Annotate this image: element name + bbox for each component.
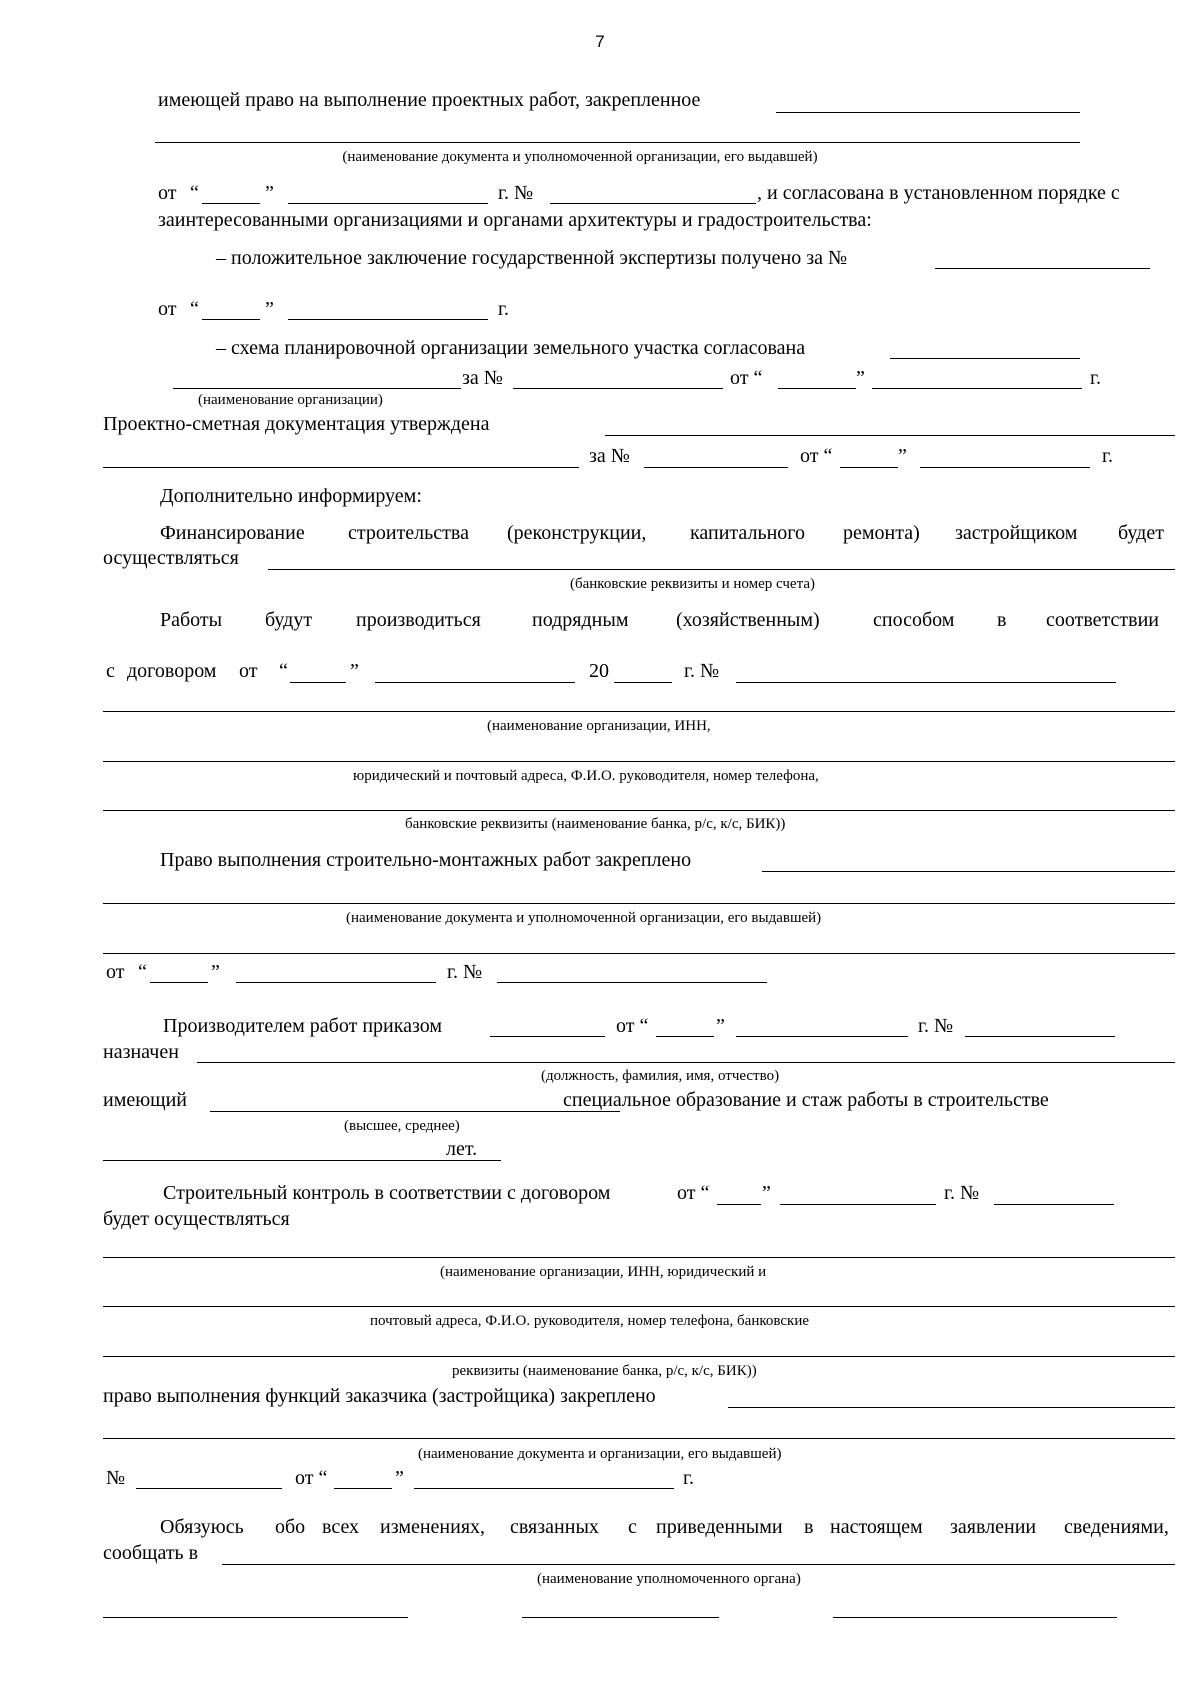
- customer-document-caption: (наименование документа и организации, его выдавшей): [418, 1446, 782, 1462]
- financing-label: осуществляться: [103, 547, 239, 569]
- expertise-day-field[interactable]: [202, 319, 260, 320]
- obligation-word: изменениях,: [380, 1516, 486, 1538]
- year-label: г.: [1102, 445, 1113, 467]
- works-word: способом: [873, 609, 955, 631]
- customer-day-field[interactable]: [334, 1488, 392, 1489]
- customer-date-label: от “: [295, 1467, 328, 1489]
- organization-name-caption: (наименование организации): [198, 392, 383, 408]
- quote-close: ”: [716, 1015, 725, 1037]
- customer-number-label: №: [106, 1467, 126, 1489]
- contract-date-label: от: [239, 660, 258, 682]
- financing-word: ремонта): [843, 522, 920, 544]
- customer-month-field[interactable]: [414, 1488, 674, 1489]
- control-date-label: от “: [677, 1182, 710, 1204]
- estimate-date-label: от “: [800, 445, 833, 467]
- design-document-field[interactable]: [155, 142, 1080, 143]
- page-number: 7: [595, 32, 605, 51]
- obligation-word: настоящем: [830, 1516, 923, 1538]
- customer-rights-label: право выполнения функций заказчика (застройщика) закреплено: [103, 1385, 656, 1407]
- works-word: в: [997, 609, 1007, 631]
- contract-year-field[interactable]: [614, 682, 672, 683]
- estimate-month-field[interactable]: [920, 467, 1090, 468]
- design-rights-label: имеющей право на выполнение проектных работ, закрепленное: [158, 89, 701, 111]
- estimate-organization-field[interactable]: [103, 467, 579, 468]
- expertise-month-field[interactable]: [288, 319, 488, 320]
- month-field[interactable]: [288, 203, 488, 204]
- obligation-word: приведенными: [656, 1516, 783, 1538]
- construction-rights-label: Право выполнения строительно-монтажных работ закреплено: [160, 849, 692, 871]
- expertise-number-field[interactable]: [935, 268, 1150, 269]
- contract-label: договором: [127, 660, 217, 682]
- quote-close: ”: [265, 298, 274, 320]
- land-plan-label: – схема планировочной организации земельного участка согласована: [216, 337, 806, 359]
- bank-details-caption: (банковские реквизиты и номер счета): [570, 576, 815, 592]
- full-name-signature-field[interactable]: [833, 1617, 1117, 1618]
- financing-word: (реконструкции,: [507, 522, 647, 544]
- control-bank-field[interactable]: [103, 1356, 1175, 1357]
- quote-close: ”: [265, 182, 274, 204]
- will-be-done-label: будет осуществляться: [103, 1208, 290, 1230]
- control-number-field[interactable]: [994, 1204, 1114, 1205]
- year-number-label: г. №: [498, 182, 534, 204]
- quote-open: “: [279, 660, 288, 682]
- design-document-caption: (наименование документа и уполномоченной организации, его выдавшей): [342, 149, 818, 165]
- education-field[interactable]: [210, 1111, 620, 1112]
- experience-field[interactable]: [103, 1160, 501, 1161]
- estimate-number-label: за №: [589, 445, 630, 467]
- years-label: лет.: [446, 1138, 478, 1160]
- obligation-word: всех: [322, 1516, 360, 1538]
- appointee-caption: (должность, фамилия, имя, отчество): [541, 1068, 780, 1084]
- estimate-day-field[interactable]: [840, 467, 898, 468]
- quote-open: “: [190, 182, 199, 204]
- construction-day-field[interactable]: [150, 982, 208, 983]
- construction-number-label: г. №: [447, 961, 483, 983]
- customer-rights-field[interactable]: [728, 1407, 1175, 1408]
- contractor-address-field[interactable]: [103, 761, 1175, 762]
- quote-close: ”: [856, 367, 865, 389]
- work-manager-order-label: Производителем работ приказом: [163, 1015, 443, 1037]
- quote-open: “: [190, 298, 199, 320]
- obligation-word: Обязуюсь: [160, 1516, 244, 1538]
- contract-month-field[interactable]: [375, 682, 575, 683]
- contractor-name-caption: (наименование организации, ИНН,: [487, 718, 711, 734]
- quote-open: “: [138, 961, 147, 983]
- control-address-field[interactable]: [103, 1306, 1175, 1307]
- plan-number-field[interactable]: [513, 388, 723, 389]
- obligation-word: обо: [275, 1516, 306, 1538]
- financing-word: строительства: [348, 522, 469, 544]
- education-caption: (высшее, среднее): [344, 1118, 460, 1134]
- additional-info-heading: Дополнительно информируем:: [160, 485, 422, 507]
- control-day-field[interactable]: [717, 1204, 761, 1205]
- works-word: (хозяйственным): [676, 609, 820, 631]
- contractor-name-field[interactable]: [103, 711, 1175, 712]
- construction-document-field[interactable]: [103, 903, 1175, 904]
- number-field[interactable]: [550, 203, 756, 204]
- control-organization-caption: (наименование организации, ИНН, юридический и: [440, 1264, 767, 1280]
- year-label: г.: [683, 1467, 694, 1489]
- contractor-address-caption: юридический и почтовый адреса, Ф.И.О. руководителя, номер телефона,: [353, 768, 819, 784]
- control-address-caption: почтовый адреса, Ф.И.О. руководителя, номер телефона, банковские: [370, 1313, 809, 1329]
- order-number-label: г. №: [918, 1015, 954, 1037]
- land-plan-field[interactable]: [890, 358, 1080, 359]
- quote-close: ”: [898, 445, 907, 467]
- plan-day-field[interactable]: [778, 388, 856, 389]
- appointee-field[interactable]: [197, 1062, 1175, 1063]
- organization-name-field[interactable]: [173, 388, 461, 389]
- control-organization-field[interactable]: [103, 1257, 1175, 1258]
- contract-number-field[interactable]: [736, 682, 1116, 683]
- obligation-word: заявлении: [950, 1516, 1037, 1538]
- quote-close: ”: [211, 961, 220, 983]
- plan-number-label: за №: [462, 367, 503, 389]
- quote-close: ”: [762, 1182, 771, 1204]
- works-paragraph: [0, 608, 1200, 632]
- contract-number-label: г. №: [684, 660, 720, 682]
- construction-document-field-2[interactable]: [103, 953, 1175, 954]
- works-word: будут: [265, 609, 313, 631]
- plan-month-field[interactable]: [872, 388, 1082, 389]
- order-number-field[interactable]: [965, 1036, 1115, 1037]
- control-month-field[interactable]: [780, 1204, 936, 1205]
- estimate-approved-field[interactable]: [605, 435, 1175, 436]
- report-to-label: сообщать в: [103, 1542, 199, 1564]
- works-word: Работы: [160, 609, 223, 631]
- control-bank-caption: реквизиты (наименование банка, р/с, к/с, БИК)): [452, 1363, 757, 1379]
- quote-close: ”: [395, 1467, 404, 1489]
- financing-word: застройщиком: [955, 522, 1078, 544]
- obligation-word: сведениями,: [1064, 1516, 1169, 1538]
- obligation-paragraph: [0, 1515, 1200, 1539]
- customer-document-field[interactable]: [103, 1438, 1175, 1439]
- contractor-bank-caption: банковские реквизиты (наименование банка, р/с, к/с, БИК)): [405, 816, 786, 832]
- authorized-body-field[interactable]: [222, 1564, 1175, 1565]
- expertise-conclusion-label: – положительное заключение государственной экспертизы получено за №: [216, 247, 848, 269]
- construction-document-caption: (наименование документа и уполномоченной организации, его выдавшей): [346, 910, 822, 926]
- quote-close: ”: [350, 660, 359, 682]
- financing-paragraph: [0, 521, 1200, 545]
- financing-word: будет: [1118, 522, 1164, 544]
- design-rights-field[interactable]: [776, 112, 1080, 113]
- financing-word: Финансирование: [160, 522, 305, 544]
- authorized-body-caption: (наименование уполномоченного органа): [537, 1571, 801, 1587]
- agreed-organizations-text: заинтересованными организациями и органами архитектуры и градостроительства:: [158, 209, 872, 231]
- year-label: г.: [1090, 367, 1101, 389]
- works-word: подрядным: [532, 609, 629, 631]
- obligation-word: с: [628, 1516, 637, 1538]
- day-field[interactable]: [202, 203, 260, 204]
- education-label: специальное образование и стаж работы в строительстве: [563, 1089, 1049, 1111]
- appointed-label: назначен: [103, 1041, 179, 1063]
- construction-control-label: Строительный контроль в соответствии с договором: [163, 1182, 611, 1204]
- signature-field[interactable]: [522, 1617, 719, 1618]
- construction-number-field[interactable]: [497, 982, 767, 983]
- bank-details-field[interactable]: [268, 569, 1175, 570]
- century-label: 20: [589, 660, 609, 682]
- construction-date-label: от: [106, 961, 125, 983]
- construction-month-field[interactable]: [236, 982, 436, 983]
- order-field[interactable]: [490, 1036, 605, 1037]
- having-label: имеющий: [103, 1089, 187, 1111]
- position-signature-field[interactable]: [103, 1617, 408, 1618]
- works-word: производиться: [356, 609, 481, 631]
- plan-date-label: от “: [730, 367, 763, 389]
- obligation-word: в: [804, 1516, 814, 1538]
- order-date-label: от “: [616, 1015, 649, 1037]
- financing-word: капитального: [690, 522, 805, 544]
- control-number-label: г. №: [944, 1182, 980, 1204]
- estimate-approved-label: Проектно-сметная документация утверждена: [103, 413, 490, 435]
- contractor-bank-field[interactable]: [103, 810, 1175, 811]
- contract-with-label: с: [106, 660, 115, 682]
- order-day-field[interactable]: [656, 1036, 714, 1037]
- works-word: соответствии: [1046, 609, 1160, 631]
- estimate-number-field[interactable]: [644, 467, 788, 468]
- date-from-label: от: [158, 182, 177, 204]
- year-label: г.: [498, 298, 509, 320]
- obligation-word: связанных: [510, 1516, 599, 1538]
- order-month-field[interactable]: [736, 1036, 908, 1037]
- construction-rights-field[interactable]: [762, 871, 1175, 872]
- expertise-date-label: от: [158, 298, 177, 320]
- agreed-label: , и согласована в установленном порядке с: [757, 182, 1120, 204]
- contract-day-field[interactable]: [290, 682, 346, 683]
- customer-number-field[interactable]: [136, 1488, 282, 1489]
